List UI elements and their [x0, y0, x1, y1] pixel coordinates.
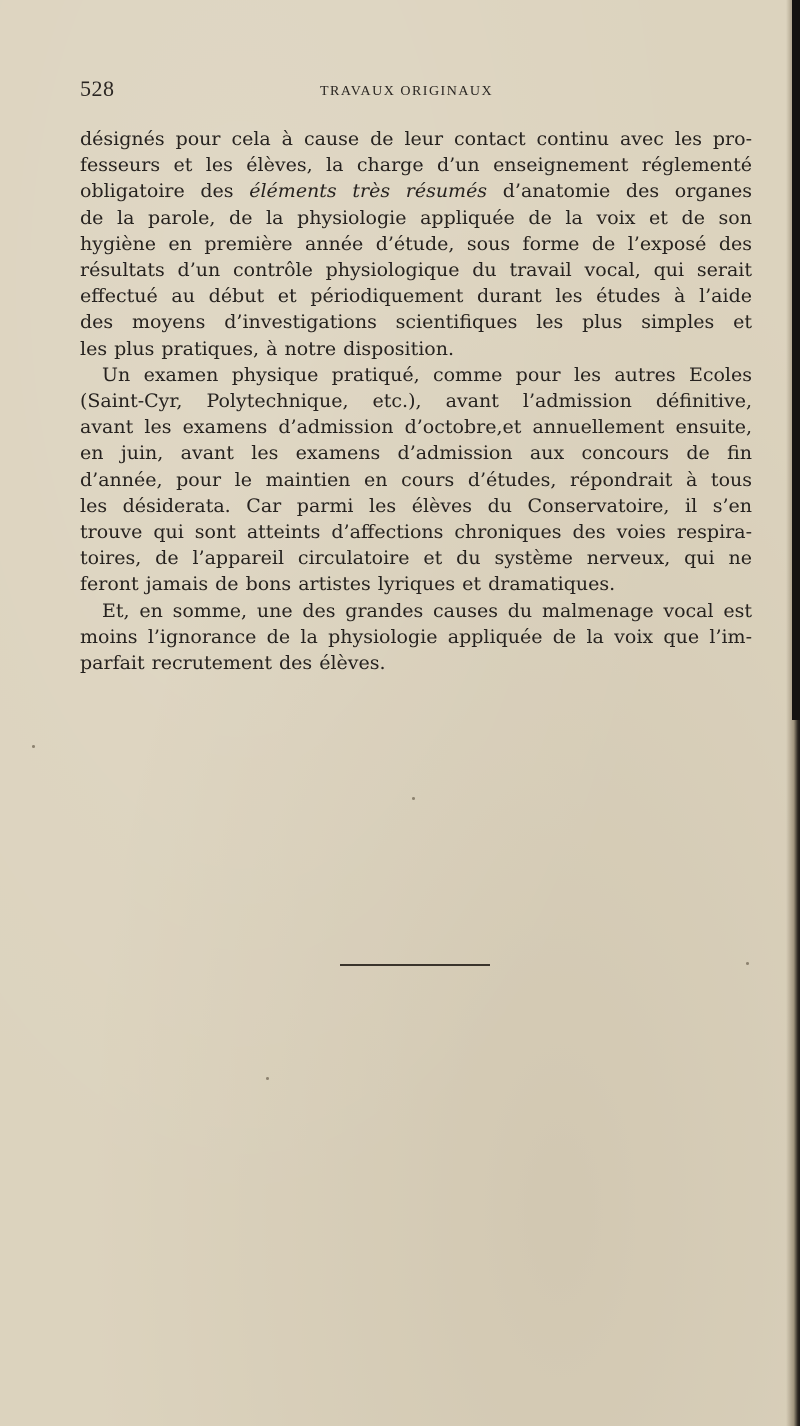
text-line: résultats d’un contrôle physiologique du travail vocal, qui serait: [80, 259, 752, 282]
text-line: désignés pour cela à cause de leur contact continu avec les pro-: [80, 128, 752, 150]
text-line: des moyens d’investigations scientifiques les plus simples et: [80, 311, 752, 334]
text-line: fesseurs et les élèves, la charge d’un enseignement réglementé: [80, 154, 752, 177]
text-line: les désiderata. Car parmi les élèves du Conservatoire, il s’en: [80, 494, 752, 517]
paper-speck: [266, 1077, 269, 1080]
body-text: [80, 126, 752, 676]
paper-speck: [412, 797, 415, 800]
text-line: effectué au début et périodiquement durant les études à l’aide: [80, 285, 752, 308]
text-line: de la parole, de la physiologie appliquée de la voix et de son: [80, 206, 752, 229]
paper-speck: [32, 745, 35, 748]
text-line: [80, 178, 752, 204]
section-end-rule: [340, 964, 490, 966]
paper-speck: [746, 962, 749, 965]
text-line: trouve qui sont atteints d’affections chroniques des voies respira-: [80, 521, 752, 544]
text-line: en juin, avant les examens d’admission aux concours de fin: [80, 442, 752, 465]
text-line: les plus pratiques, à notre disposition.: [80, 337, 455, 360]
text-line: moins l’ignorance de la physiologie appliquée de la voix que l’im-: [80, 625, 752, 648]
emphasis-italic: éléments très résumés: [249, 180, 488, 203]
text-line: Et, en somme, une des grandes causes du malmenage vocal est: [102, 599, 752, 622]
text-line: (Saint-Cyr, Polytechnique, etc.), avant l’admission définitive,: [80, 390, 752, 413]
text-line: d’année, pour le maintien en cours d’études, répondrait à tous: [80, 468, 752, 491]
text-line: feront jamais de bons artistes lyriques et dramatiques.: [80, 573, 616, 596]
text-line: parfait recrutement des élèves.: [80, 652, 386, 675]
text-line-end: d’anatomie des organes: [487, 180, 752, 203]
text-line: Un examen physique pratiqué, comme pour les autres Ecoles: [102, 363, 752, 386]
running-head: TRAVAUX ORIGINAUX: [320, 84, 494, 99]
page-header: [80, 76, 752, 106]
text-line: hygiène en première année d’étude, sous forme de l’exposé des: [80, 232, 752, 255]
binding-edge: [792, 0, 800, 720]
text-line: avant les examens d’admission d’octobre,et annuellement ensuite,: [80, 416, 752, 439]
page-number: 528: [80, 76, 115, 101]
text-line-start: obligatoire des: [80, 180, 250, 203]
text-line: toires, de l’appareil circulatoire et du système nerveux, qui ne: [80, 547, 752, 570]
